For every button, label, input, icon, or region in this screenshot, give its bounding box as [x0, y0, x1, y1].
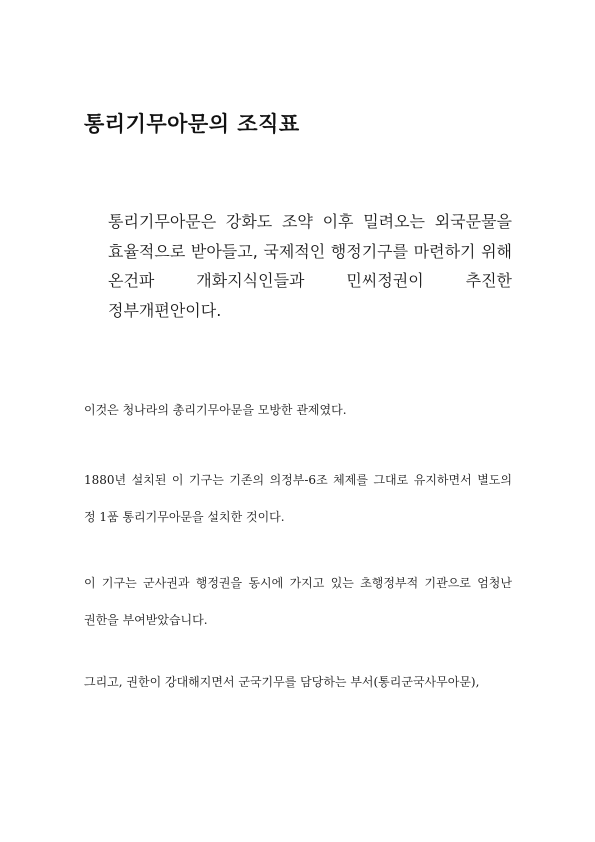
summary-paragraph: 통리기무아문은 강화도 조약 이후 밀려오는 외국문물을 효율적으로 받아들고, 국제적인 행정기구를 마련하기 위해 온건파 개화지식인들과 민씨정권이 추진한 정부개편안이다. [108, 212, 512, 320]
body-paragraph-1: 이것은 청나라의 총리기무아문을 모방한 관제였다. [84, 403, 347, 417]
body-paragraph-2: 1880년 설치된 이 기구는 기존의 의정부-6조 체제를 그대로 유지하면서 별도의 정 1품 통리기무아문을 설치한 것이다. [84, 473, 512, 524]
body-paragraph-3: 이 기구는 군사권과 행정권을 동시에 가지고 있는 초행정부적 기관으로 엄청난 권한을 부여받았습니다. [84, 576, 512, 627]
page-title: 통리기무아문의 조직표 [84, 112, 300, 136]
body-paragraph-4: 그리고, 권한이 강대해지면서 군국기무를 담당하는 부서(통리군국사무아문), [84, 675, 480, 689]
